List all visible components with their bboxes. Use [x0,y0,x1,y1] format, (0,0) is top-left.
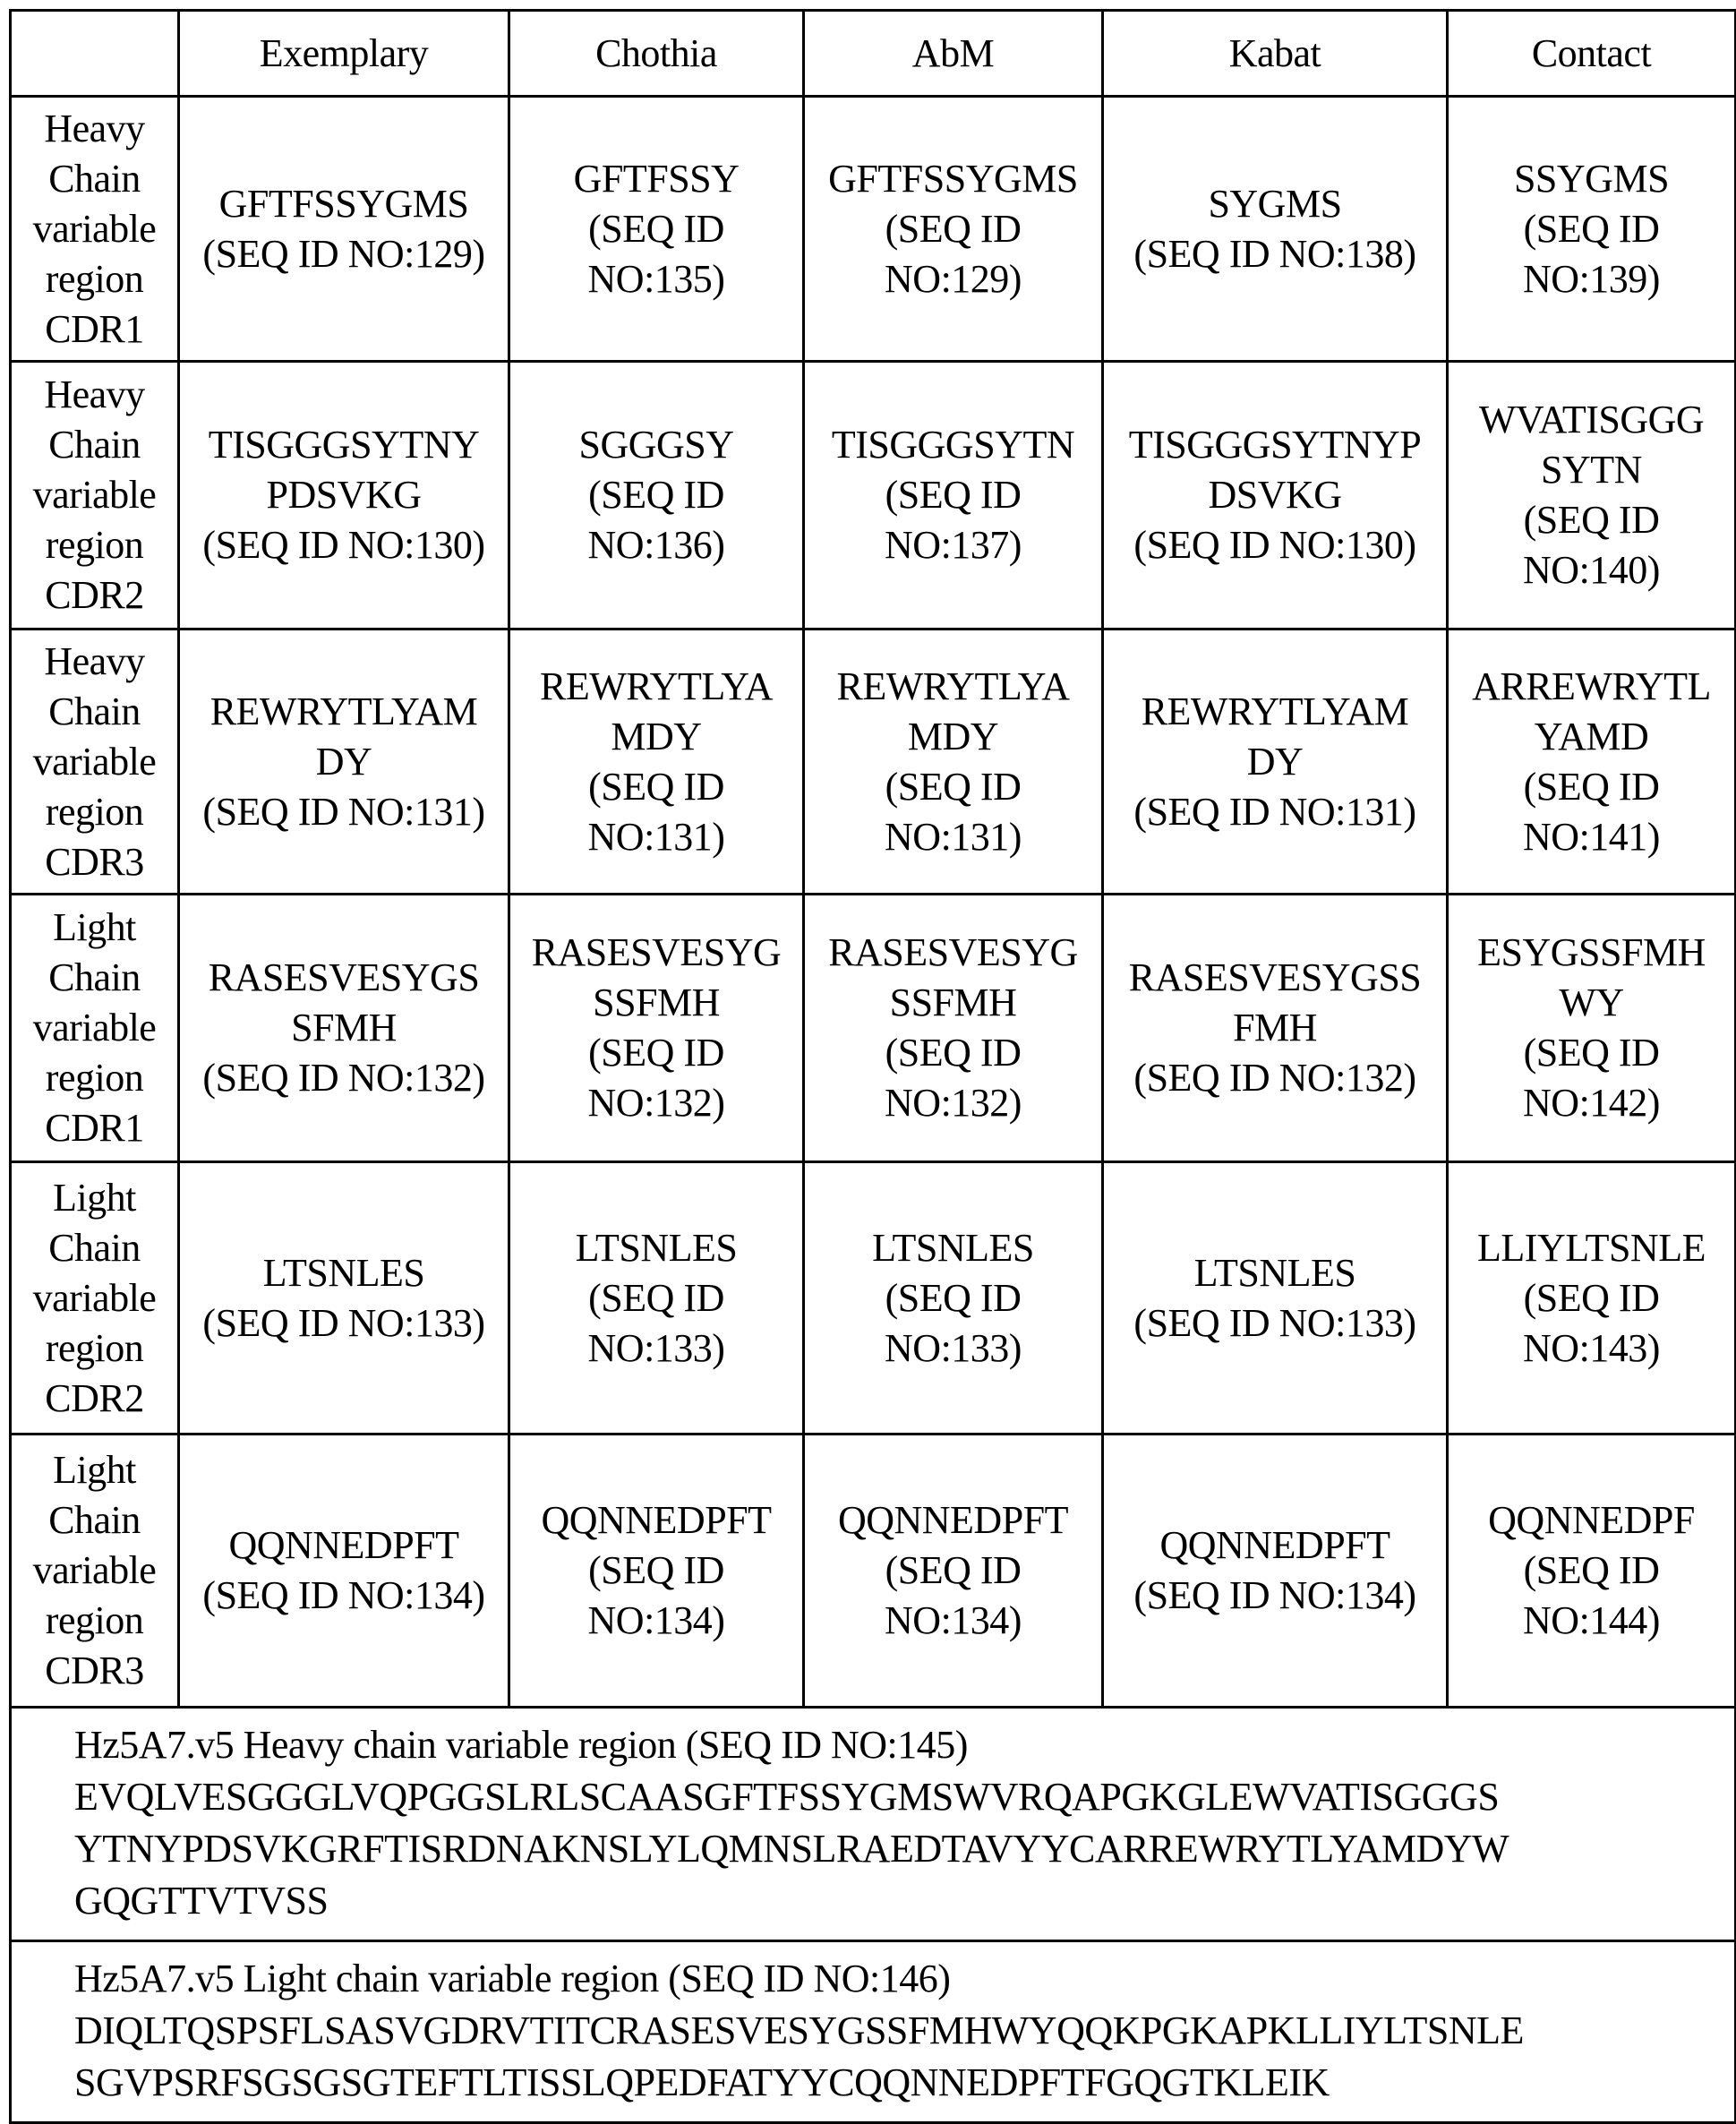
cell-line: ARREWRYTL [1472,664,1711,708]
header-abm: AbM [804,11,1103,97]
cell-line: (SEQ ID NO:130) [202,523,485,567]
cell-line: (SEQ ID [588,206,724,251]
row-label-line: region [45,1325,144,1370]
cell-line: NO:133) [885,1325,1022,1370]
cell-kabat [1103,895,1448,1162]
row-label-line: Chain [48,156,141,201]
row-label-line: CDR3 [45,1649,144,1692]
cell-line: LLIYLTSNLE [1477,1225,1706,1270]
cell-line: (SEQ ID NO:131) [202,789,485,834]
cell-kabat [1103,629,1448,895]
cell-chothia [509,629,804,895]
cell-contact [1448,97,1736,362]
row-label-line: region [45,1598,144,1642]
cell-line: (SEQ ID [588,764,724,809]
row-label-line: CDR2 [45,573,144,617]
cell-line: (SEQ ID NO:133) [202,1300,485,1345]
cell-line: GFTFSSYGMS [218,181,469,226]
cell-line: SSFMH [889,981,1017,1024]
cell-abm [804,629,1103,895]
cell-line: NO:132) [587,1081,725,1125]
cell-exemplary [179,97,509,362]
cell-line: NO:135) [587,256,725,301]
cell-line: RASESVESYGSS [1128,955,1422,999]
cell-line: NO:131) [587,814,725,859]
cell-line: (SEQ ID [588,473,724,517]
cell-line: WY [1559,981,1624,1024]
cell-line: GFTFSSY [573,156,740,201]
cell-line: (SEQ ID [1523,1031,1660,1075]
cell-line: SYTN [1541,448,1642,492]
cdr-row [11,895,1736,1162]
sequence-line: DIQLTQSPSFLSASVGDRVTITCRASESVESYGSSFMHWYQQKPGKAPKLLIYLTSNLE [74,2008,1524,2052]
row-label-line: Heavy [44,373,145,416]
row-label-line: variable [32,1275,157,1320]
cell-chothia [509,1435,804,1708]
cell-line: QQNNEDPFT [1159,1523,1390,1567]
cell-line: DSVKG [1208,473,1342,517]
row-label-line: Chain [48,955,141,999]
cell-line: SYGMS [1208,181,1342,226]
cell-line: PDSVKG [266,473,422,517]
cell-line: (SEQ ID [885,1275,1022,1320]
cell-line: REWRYTLYAM [1141,689,1409,733]
row-label-line: Heavy [44,106,145,150]
row-label-line: Light [53,905,136,949]
cell-line: QQNNEDPF [1488,1498,1695,1542]
cell-line: NO:131) [885,814,1022,859]
cell-line: (SEQ ID [885,206,1022,251]
cell-line: RASESVESYG [828,930,1078,974]
header-kabat: Kabat [1103,11,1448,97]
cell-chothia [509,97,804,362]
cell-line: YAMD [1534,714,1649,758]
row-label [11,629,179,895]
row-label-line: Light [53,1448,136,1492]
heavy-chain-sequence-row [11,1708,1736,1941]
cell-line: (SEQ ID NO:129) [202,231,485,276]
cell-abm [804,97,1103,362]
cell-line: NO:142) [1523,1081,1660,1125]
cell-line: (SEQ ID [588,1548,724,1592]
sequence-title: Hz5A7.v5 Heavy chain variable region (SEQ ID NO:145) [74,1723,968,1767]
cell-line: (SEQ ID [885,764,1022,809]
row-label-line: Chain [48,1498,141,1542]
cell-kabat [1103,1435,1448,1708]
row-label [11,1162,179,1435]
cell-contact [1448,895,1736,1162]
header-contact: Contact [1448,11,1736,97]
sequence-line: YTNYPDSVKGRFTISRDNAKNSLYLQMNSLRAEDTAVYYCARREWRYTLYAMDYW [74,1827,1509,1871]
cell-line: TISGGGSYTNY [208,423,480,467]
cell-line: (SEQ ID NO:134) [1133,1573,1416,1617]
cell-line: NO:129) [885,256,1022,301]
cell-line: ESYGSSFMH [1477,930,1706,974]
cell-contact [1448,1435,1736,1708]
sequence-line: GQGTTVTVSS [74,1879,329,1923]
cell-abm [804,895,1103,1162]
cell-line: (SEQ ID [885,1548,1022,1592]
cell-exemplary [179,1162,509,1435]
cell-line: (SEQ ID [1523,1548,1660,1592]
cell-line: SSYGMS [1513,156,1670,201]
cell-kabat [1103,1162,1448,1435]
cell-line: (SEQ ID NO:132) [202,1056,485,1100]
row-label-line: region [45,523,144,567]
cell-line: LTSNLES [1193,1250,1356,1295]
row-label [11,1435,179,1708]
row-label-line: region [45,256,144,301]
cell-line: NO:140) [1523,548,1660,592]
row-label [11,97,179,362]
cell-chothia [509,1162,804,1435]
cell-line: WVATISGGG [1478,398,1705,441]
sequence-title: Hz5A7.v5 Light chain variable region (SEQ ID NO:146) [74,1957,951,2000]
cdr-definitions-table [9,9,1736,2124]
cell-exemplary [179,362,509,629]
cdr-row [11,362,1736,629]
cell-line: LTSNLES [262,1250,425,1295]
header-chothia: Chothia [509,11,804,97]
cell-line: (SEQ ID NO:132) [1133,1056,1416,1100]
cell-line: (SEQ ID NO:130) [1133,523,1416,567]
row-label-line: Chain [48,1225,141,1270]
cdr-row [11,1162,1736,1435]
cell-line: MDY [907,714,999,758]
cell-kabat [1103,97,1448,362]
cell-line: LTSNLES [872,1225,1034,1270]
cell-line: DY [315,739,372,784]
cell-line: MDY [611,714,702,758]
row-label-line: variable [32,1006,157,1049]
cell-line: (SEQ ID [1523,206,1660,251]
row-label-line: region [45,1056,144,1100]
cell-line: RASESVESYG [531,930,782,974]
cell-line: TISGGGSYTNYP [1128,423,1422,467]
sequence-line: EVQLVESGGGLVQPGGSLRLSCAASGFTFSSYGMSWVRQAPGKGLEWVATISGGGS [74,1775,1500,1819]
row-label-line: CDR2 [45,1375,144,1420]
cell-line: (SEQ ID [588,1275,724,1320]
cell-line: (SEQ ID [885,1031,1022,1075]
cell-line: (SEQ ID [1523,764,1660,809]
header-corner [11,11,179,97]
cell-line: NO:133) [587,1325,725,1370]
cell-line: QQNNEDPFT [541,1498,772,1542]
cell-abm [804,362,1103,629]
cell-line: NO:134) [885,1598,1022,1642]
row-label-line: CDR3 [45,839,144,884]
cell-contact [1448,629,1736,895]
light-chain-sequence [11,1941,1736,2123]
row-label [11,362,179,629]
cell-line: NO:144) [1523,1598,1660,1642]
cell-line: (SEQ ID [588,1031,724,1075]
row-label-line: Chain [48,423,141,467]
row-label [11,895,179,1162]
cell-exemplary [179,1435,509,1708]
cell-line: SFMH [291,1006,397,1049]
row-label-line: Light [53,1175,136,1220]
cell-line: QQNNEDPFT [228,1523,459,1567]
cell-line: NO:139) [1523,256,1660,301]
cell-line: (SEQ ID [1523,1275,1660,1320]
cell-line: QQNNEDPFT [837,1498,1069,1542]
header-row [11,11,1736,97]
cdr-row [11,97,1736,362]
cell-line: (SEQ ID [1523,498,1660,542]
light-chain-sequence-row [11,1941,1736,2123]
cell-line: SSFMH [593,981,720,1024]
cell-line: SGGGSY [578,423,734,467]
cdr-row [11,1435,1736,1708]
row-label-line: Chain [48,689,141,733]
cell-line: REWRYTLYAM [210,689,478,733]
cell-line: (SEQ ID NO:134) [202,1573,485,1617]
cell-abm [804,1162,1103,1435]
cell-line: REWRYTLYA [540,664,773,708]
cell-exemplary [179,629,509,895]
cell-line: NO:136) [587,523,725,567]
row-label-line: CDR1 [45,306,144,351]
row-label-line: variable [32,1548,157,1592]
cell-chothia [509,362,804,629]
cell-line: (SEQ ID NO:131) [1133,789,1416,834]
header-exemplary: Exemplary [179,11,509,97]
row-label-line: variable [32,739,157,784]
cell-line: RASESVESYGS [208,955,480,999]
sequence-line: SGVPSRFSGSGSGTEFTLTISSLQPEDFATYYCQQNNEDPFTFGQGTKLEIK [74,2060,1330,2104]
cell-exemplary [179,895,509,1162]
cell-line: NO:143) [1523,1325,1660,1370]
cell-line: LTSNLES [575,1225,738,1270]
cell-line: GFTFSSYGMS [828,156,1078,201]
cell-chothia [509,895,804,1162]
cell-line: NO:132) [885,1081,1022,1125]
cell-line: (SEQ ID NO:138) [1133,231,1416,276]
row-label-line: region [45,789,144,834]
row-label-line: variable [32,473,157,517]
cell-contact [1448,362,1736,629]
cell-line: NO:141) [1523,814,1660,859]
heavy-chain-sequence [11,1708,1736,1941]
cell-kabat [1103,362,1448,629]
cell-line: DY [1246,739,1304,784]
cell-line: NO:137) [885,523,1022,567]
cell-line: (SEQ ID [885,473,1022,517]
cell-line: (SEQ ID NO:133) [1133,1300,1416,1345]
cell-line: FMH [1233,1006,1317,1049]
cell-line: REWRYTLYA [836,664,1070,708]
cell-line: NO:134) [587,1598,725,1642]
row-label-line: CDR1 [45,1106,144,1150]
cell-contact [1448,1162,1736,1435]
cell-abm [804,1435,1103,1708]
cdr-row [11,629,1736,895]
row-label-line: Heavy [44,638,145,683]
row-label-line: variable [32,206,157,251]
cell-line: TISGGGSYTN [831,423,1075,467]
